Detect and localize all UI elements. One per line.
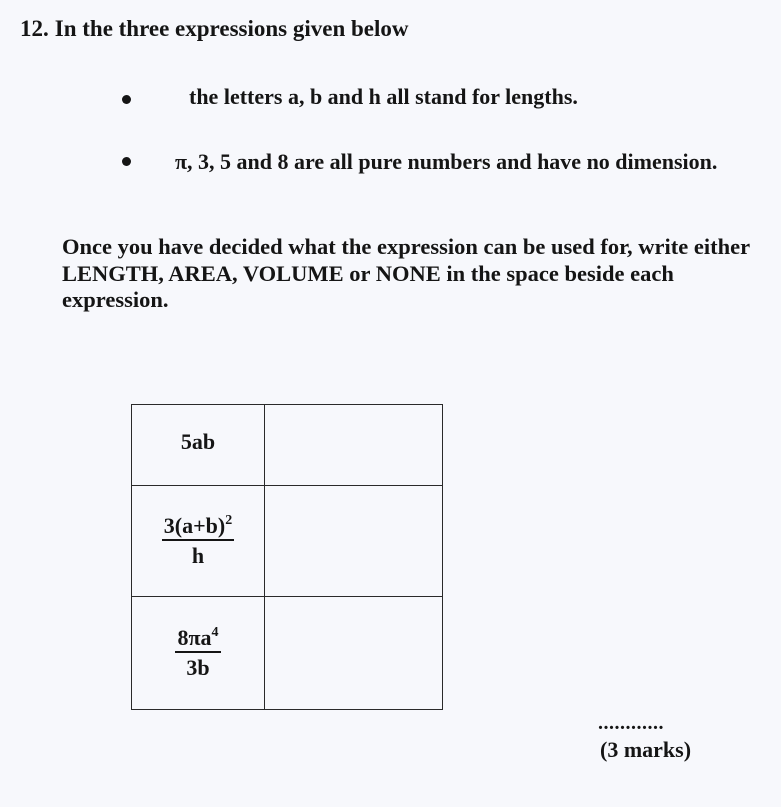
question-intro: In the three expressions given below [54,16,409,41]
expression-table [131,404,443,710]
bullet-dot-icon [122,95,131,104]
bullet-text: the letters a, b and h all stand for lengths. [189,84,578,109]
answer-cell-3[interactable] [265,597,443,710]
fraction-denominator: h [191,542,205,568]
fraction-numerator [175,624,220,653]
numerator-base: 3(a+b) [163,512,226,538]
numerator-exponent: 2 [225,512,233,528]
bullet-dot-icon [122,157,131,166]
expression-cell [132,486,265,597]
table-row [132,486,443,597]
question-heading [20,16,409,42]
expression-fraction-2 [175,624,220,680]
numerator-exponent: 4 [211,624,219,640]
table-row [132,597,443,710]
bullet-text: π, 3, 5 and 8 are all pure numbers and have no dimension. [175,149,718,174]
expression-fraction-1 [162,512,234,568]
fraction-numerator [162,512,234,541]
question-number: 12. [20,16,49,41]
answer-dotted-line[interactable]: ............ [598,712,664,734]
expression-5ab: 5ab [180,428,216,454]
table-row [132,405,443,486]
expression-cell [132,597,265,710]
answer-cell-2[interactable] [265,486,443,597]
fraction-denominator: 3b [186,654,210,680]
numerator-base: 8πa [177,624,212,650]
expression-cell [132,405,265,486]
marks-label: (3 marks) [600,737,692,762]
answer-cell-1[interactable] [265,405,443,486]
instruction-paragraph: Once you have decided what the expression can be used for, write either LENGTH, AREA, VOLUME or NONE in the space beside each expression. [62,234,750,312]
